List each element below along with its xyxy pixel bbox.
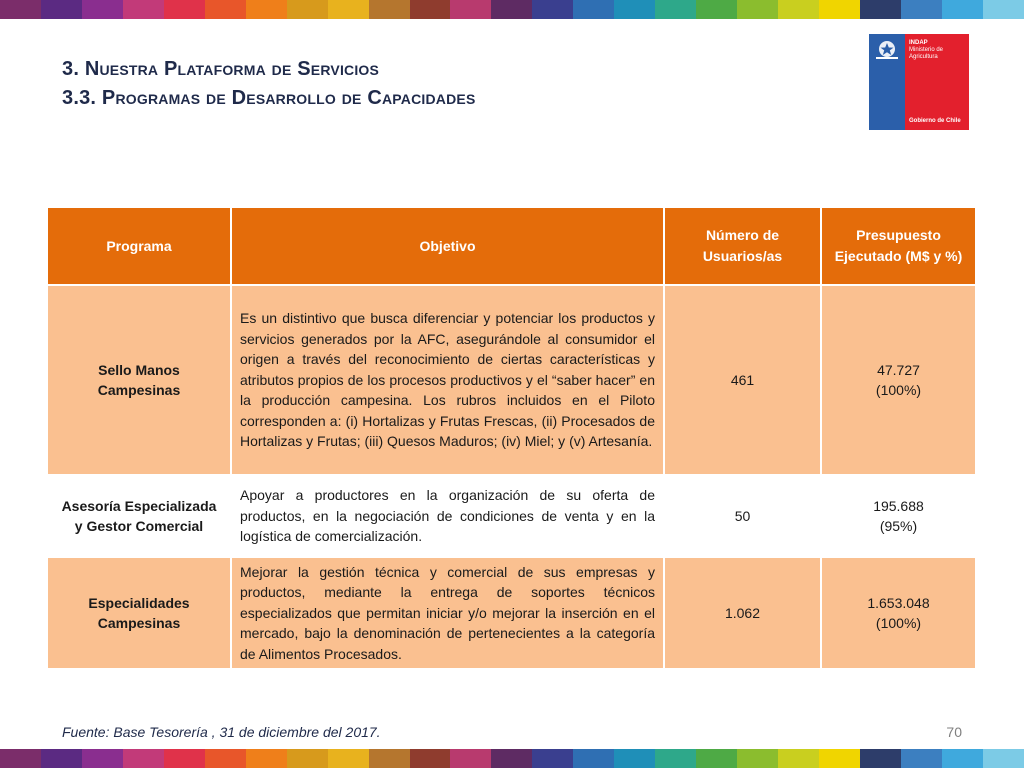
- top-color-stripe: [0, 0, 1024, 19]
- program-objective: Es un distintivo que busca diferenciar y potenciar los productos y servicios generados por la AFC, asegurándole al consumidor el origen a través del reconocimiento de ciertas características y atributos propios de los procesos productivos y el “saber hacer” en la producción campesina. Los rubros incluidos en el Piloto corresponden a: (i) Hortalizas y Frutas Frescas, (ii) Procesados de Hortalizas y Frutas; (iii) Quesos Maduros; (iv) Miel; y (v) Artesanía.: [231, 285, 664, 475]
- column-header-budget: Presupuesto Ejecutado (M$ y %): [821, 207, 976, 285]
- table-row: [47, 475, 976, 557]
- stripe-segment: [860, 0, 901, 19]
- stripe-segment: [410, 749, 451, 768]
- stripe-segment: [450, 0, 491, 19]
- stripe-segment: [82, 0, 123, 19]
- stripe-segment: [41, 0, 82, 19]
- table-header-row: [47, 207, 976, 285]
- stripe-segment: [410, 0, 451, 19]
- stripe-segment: [901, 0, 942, 19]
- stripe-segment: [450, 749, 491, 768]
- stripe-segment: [246, 749, 287, 768]
- stripe-segment: [287, 749, 328, 768]
- column-header-users: Número de Usuarios/as: [664, 207, 821, 285]
- stripe-segment: [655, 749, 696, 768]
- title-line-1: 3. Nuestra Plataforma de Servicios: [62, 58, 380, 80]
- table-row: [47, 557, 976, 669]
- program-users: 461: [664, 285, 821, 475]
- program-name: Especialidades Campesinas: [47, 557, 231, 669]
- stripe-segment: [778, 0, 819, 19]
- program-budget: [821, 285, 976, 475]
- indap-logo: [869, 34, 969, 130]
- logo-blue-panel: [869, 34, 905, 130]
- budget-amount: 1.653.048: [867, 594, 930, 611]
- stripe-segment: [328, 0, 369, 19]
- program-objective: Mejorar la gestión técnica y comercial de sus empresas y productos, mediante la entrega de soportes técnicos especializados que permitan iniciar y/o mejorar la inserción en el mercado, bajo la denominación de pertenecientes a la categoría de Alimentos Procesados.: [231, 557, 664, 669]
- stripe-segment: [737, 0, 778, 19]
- budget-amount: 47.727: [877, 361, 920, 378]
- stripe-segment: [696, 749, 737, 768]
- coat-of-arms-icon: [872, 38, 902, 62]
- budget-percent: (100%): [875, 615, 922, 631]
- column-header-program: Programa: [47, 207, 231, 285]
- stripe-segment: [901, 749, 942, 768]
- stripe-segment: [573, 0, 614, 19]
- stripe-segment: [491, 0, 532, 19]
- stripe-segment: [246, 0, 287, 19]
- budget-percent: (95%): [879, 518, 918, 534]
- stripe-segment: [164, 0, 205, 19]
- program-objective: Apoyar a productores en la organización de su oferta de productos, en la negociación de condiciones de venta y en la logística de comercialización.: [231, 475, 664, 557]
- stripe-segment: [369, 0, 410, 19]
- budget-amount: 195.688: [873, 497, 924, 514]
- program-budget: [821, 557, 976, 669]
- stripe-segment: [491, 749, 532, 768]
- stripe-segment: [164, 749, 205, 768]
- stripe-segment: [983, 0, 1024, 19]
- stripe-segment: [819, 0, 860, 19]
- program-name: Asesoría Especializada y Gestor Comercial: [47, 475, 231, 557]
- stripe-segment: [205, 749, 246, 768]
- stripe-segment: [287, 0, 328, 19]
- stripe-segment: [0, 0, 41, 19]
- stripe-segment: [369, 749, 410, 768]
- bottom-color-stripe: [0, 749, 1024, 768]
- stripe-segment: [123, 749, 164, 768]
- stripe-segment: [573, 749, 614, 768]
- program-users: 50: [664, 475, 821, 557]
- stripe-segment: [123, 0, 164, 19]
- slide-title: [62, 55, 476, 113]
- title-line-2: 3.3. Programas de Desarrollo de Capacidades: [62, 87, 476, 109]
- stripe-segment: [655, 0, 696, 19]
- stripe-segment: [983, 749, 1024, 768]
- stripe-segment: [696, 0, 737, 19]
- stripe-segment: [942, 0, 983, 19]
- stripe-segment: [532, 0, 573, 19]
- source-note: Fuente: Base Tesorería , 31 de diciembre del 2017.: [62, 724, 381, 740]
- stripe-segment: [778, 749, 819, 768]
- program-budget: [821, 475, 976, 557]
- logo-brand: INDAP: [909, 40, 928, 46]
- stripe-segment: [860, 749, 901, 768]
- stripe-segment: [614, 0, 655, 19]
- page-number: 70: [946, 724, 962, 740]
- logo-ministry: Ministerio de Agricultura: [909, 47, 944, 60]
- stripe-segment: [82, 749, 123, 768]
- table-row: [47, 285, 976, 475]
- stripe-segment: [41, 749, 82, 768]
- budget-percent: (100%): [875, 382, 922, 398]
- stripe-segment: [0, 749, 41, 768]
- stripe-segment: [205, 0, 246, 19]
- stripe-segment: [737, 749, 778, 768]
- logo-red-panel: [905, 34, 969, 130]
- programs-table: [46, 206, 977, 670]
- program-users: 1.062: [664, 557, 821, 669]
- column-header-objective: Objetivo: [231, 207, 664, 285]
- logo-government: Gobierno de Chile: [909, 118, 961, 124]
- stripe-segment: [614, 749, 655, 768]
- stripe-segment: [328, 749, 369, 768]
- stripe-segment: [819, 749, 860, 768]
- program-name: Sello Manos Campesinas: [47, 285, 231, 475]
- stripe-segment: [942, 749, 983, 768]
- stripe-segment: [532, 749, 573, 768]
